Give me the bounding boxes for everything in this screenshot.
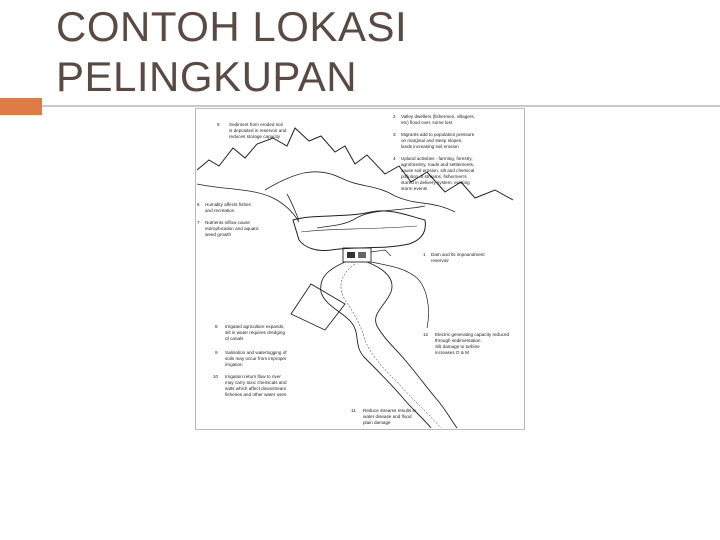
- label-8-line-3: of canals: [225, 336, 244, 341]
- dam: [343, 248, 391, 262]
- label-5-line-2: is deposited in reservoir and: [229, 128, 287, 133]
- label-11-line-1: Reduce streams results in: [363, 408, 417, 413]
- label-4-line-3: cause soil erosion, silt and chemical: [401, 168, 475, 173]
- label-5-line-1: Sediment from eroded soil: [229, 122, 283, 127]
- label-4-number: 4: [393, 156, 396, 161]
- label-4-line-1: Upland activities - farming, forestry,: [401, 156, 473, 161]
- label-11-number: 11: [351, 408, 356, 413]
- label-1: [423, 252, 485, 263]
- slide-title-line-2: PELINGKUPAN: [56, 53, 358, 100]
- label-8-line-2: silt in water requires dredging: [225, 330, 286, 335]
- label-9-number: 9: [215, 350, 218, 355]
- label-12-number: 12: [423, 332, 429, 337]
- label-10-line-3: salts which affect downstream: [225, 386, 287, 391]
- label-1-line-2: reservoir: [431, 258, 449, 263]
- irrigation-canal: [371, 262, 429, 328]
- irrigated-field: [291, 284, 345, 330]
- label-8-number: 8: [215, 324, 218, 329]
- label-6-line-2: and recreation: [205, 208, 235, 213]
- label-3-line-2: on marginal and steep slopes,: [401, 138, 463, 143]
- river-center-line: [341, 264, 441, 428]
- watershed-diagram: [195, 108, 525, 430]
- label-7-line-3: weed growth: [205, 232, 232, 237]
- label-12-line-2: through sedimentation.: [435, 338, 482, 343]
- label-10-line-2: may carry toxic chemicals and: [225, 380, 287, 385]
- label-1-line-1: Dam and its impoundment: [431, 252, 485, 257]
- label-10-number: 10: [213, 374, 219, 379]
- label-9-line-3: irrigation: [225, 362, 243, 367]
- label-7-line-1: Nutrients inflow cause: [205, 220, 250, 225]
- label-5-line-3: reduces storage capacity: [229, 134, 281, 139]
- label-4-line-4: pollution of streams, fishermen's: [401, 174, 467, 179]
- label-12-line-4: increases O & M: [435, 350, 469, 355]
- label-3-number: 3: [393, 132, 396, 137]
- label-2-line-2: etc) flood over, some lost: [401, 120, 453, 125]
- label-10-line-1: Irrigation return flow to river: [225, 374, 281, 379]
- label-8: [215, 324, 285, 341]
- label-4-line-2: agroforestry, roads and settlements,: [401, 162, 475, 167]
- label-2-number: 2: [393, 114, 396, 119]
- reservoir-water-line: [301, 226, 417, 232]
- divider-line: [42, 105, 720, 107]
- label-9-line-1: Salination and waterlogging of: [225, 350, 287, 355]
- slide-title: [56, 2, 407, 102]
- label-5-number: 5: [217, 122, 220, 127]
- label-2-line-1: Valley dwellers (fishermen, villagers,: [401, 114, 475, 119]
- label-6-line-1: Humidity affects fishes: [205, 202, 251, 207]
- accent-bar: [0, 98, 42, 115]
- slide-title-line-1: CONTOH LOKASI: [56, 3, 408, 50]
- river-bank-left: [321, 262, 431, 428]
- label-11-line-3: plain damage: [363, 420, 391, 425]
- label-8-line-1: Irrigated agriculture expands;: [225, 324, 285, 329]
- label-1-number: 1: [423, 252, 426, 257]
- tributary-valley-right: [317, 206, 425, 228]
- label-9-line-2: soils may occur from improper: [225, 356, 287, 361]
- label-3-line-1: Migrants add to population pressure: [401, 132, 475, 137]
- label-11-line-2: water disease and flood: [363, 414, 412, 419]
- label-3: [393, 132, 475, 149]
- label-10-line-4: fisheries and other water uses: [225, 392, 287, 397]
- label-3-line-3: lands increasing soil erosion: [401, 144, 459, 149]
- label-4: [393, 156, 474, 191]
- label-7: [197, 220, 260, 237]
- label-4-line-5: stored in delivery system, existing: [401, 180, 470, 185]
- label-10: [213, 374, 287, 397]
- label-12-line-1: Electric generating capacity reduced: [435, 332, 510, 337]
- label-5: [217, 122, 287, 139]
- tributary-stream: [287, 194, 299, 220]
- label-11: [351, 408, 417, 425]
- label-4-line-6: storm events: [401, 186, 428, 191]
- label-6: [197, 202, 252, 213]
- label-7-line-2: eutrophication and aquatic: [205, 226, 259, 231]
- label-9: [215, 350, 287, 367]
- watershed-diagram-svg: [195, 108, 525, 430]
- label-2: [393, 114, 475, 125]
- label-12: [423, 332, 509, 355]
- label-6-number: 6: [197, 202, 200, 207]
- label-12-line-3: Silt damage to turbine: [435, 344, 480, 349]
- label-7-number: 7: [197, 220, 200, 225]
